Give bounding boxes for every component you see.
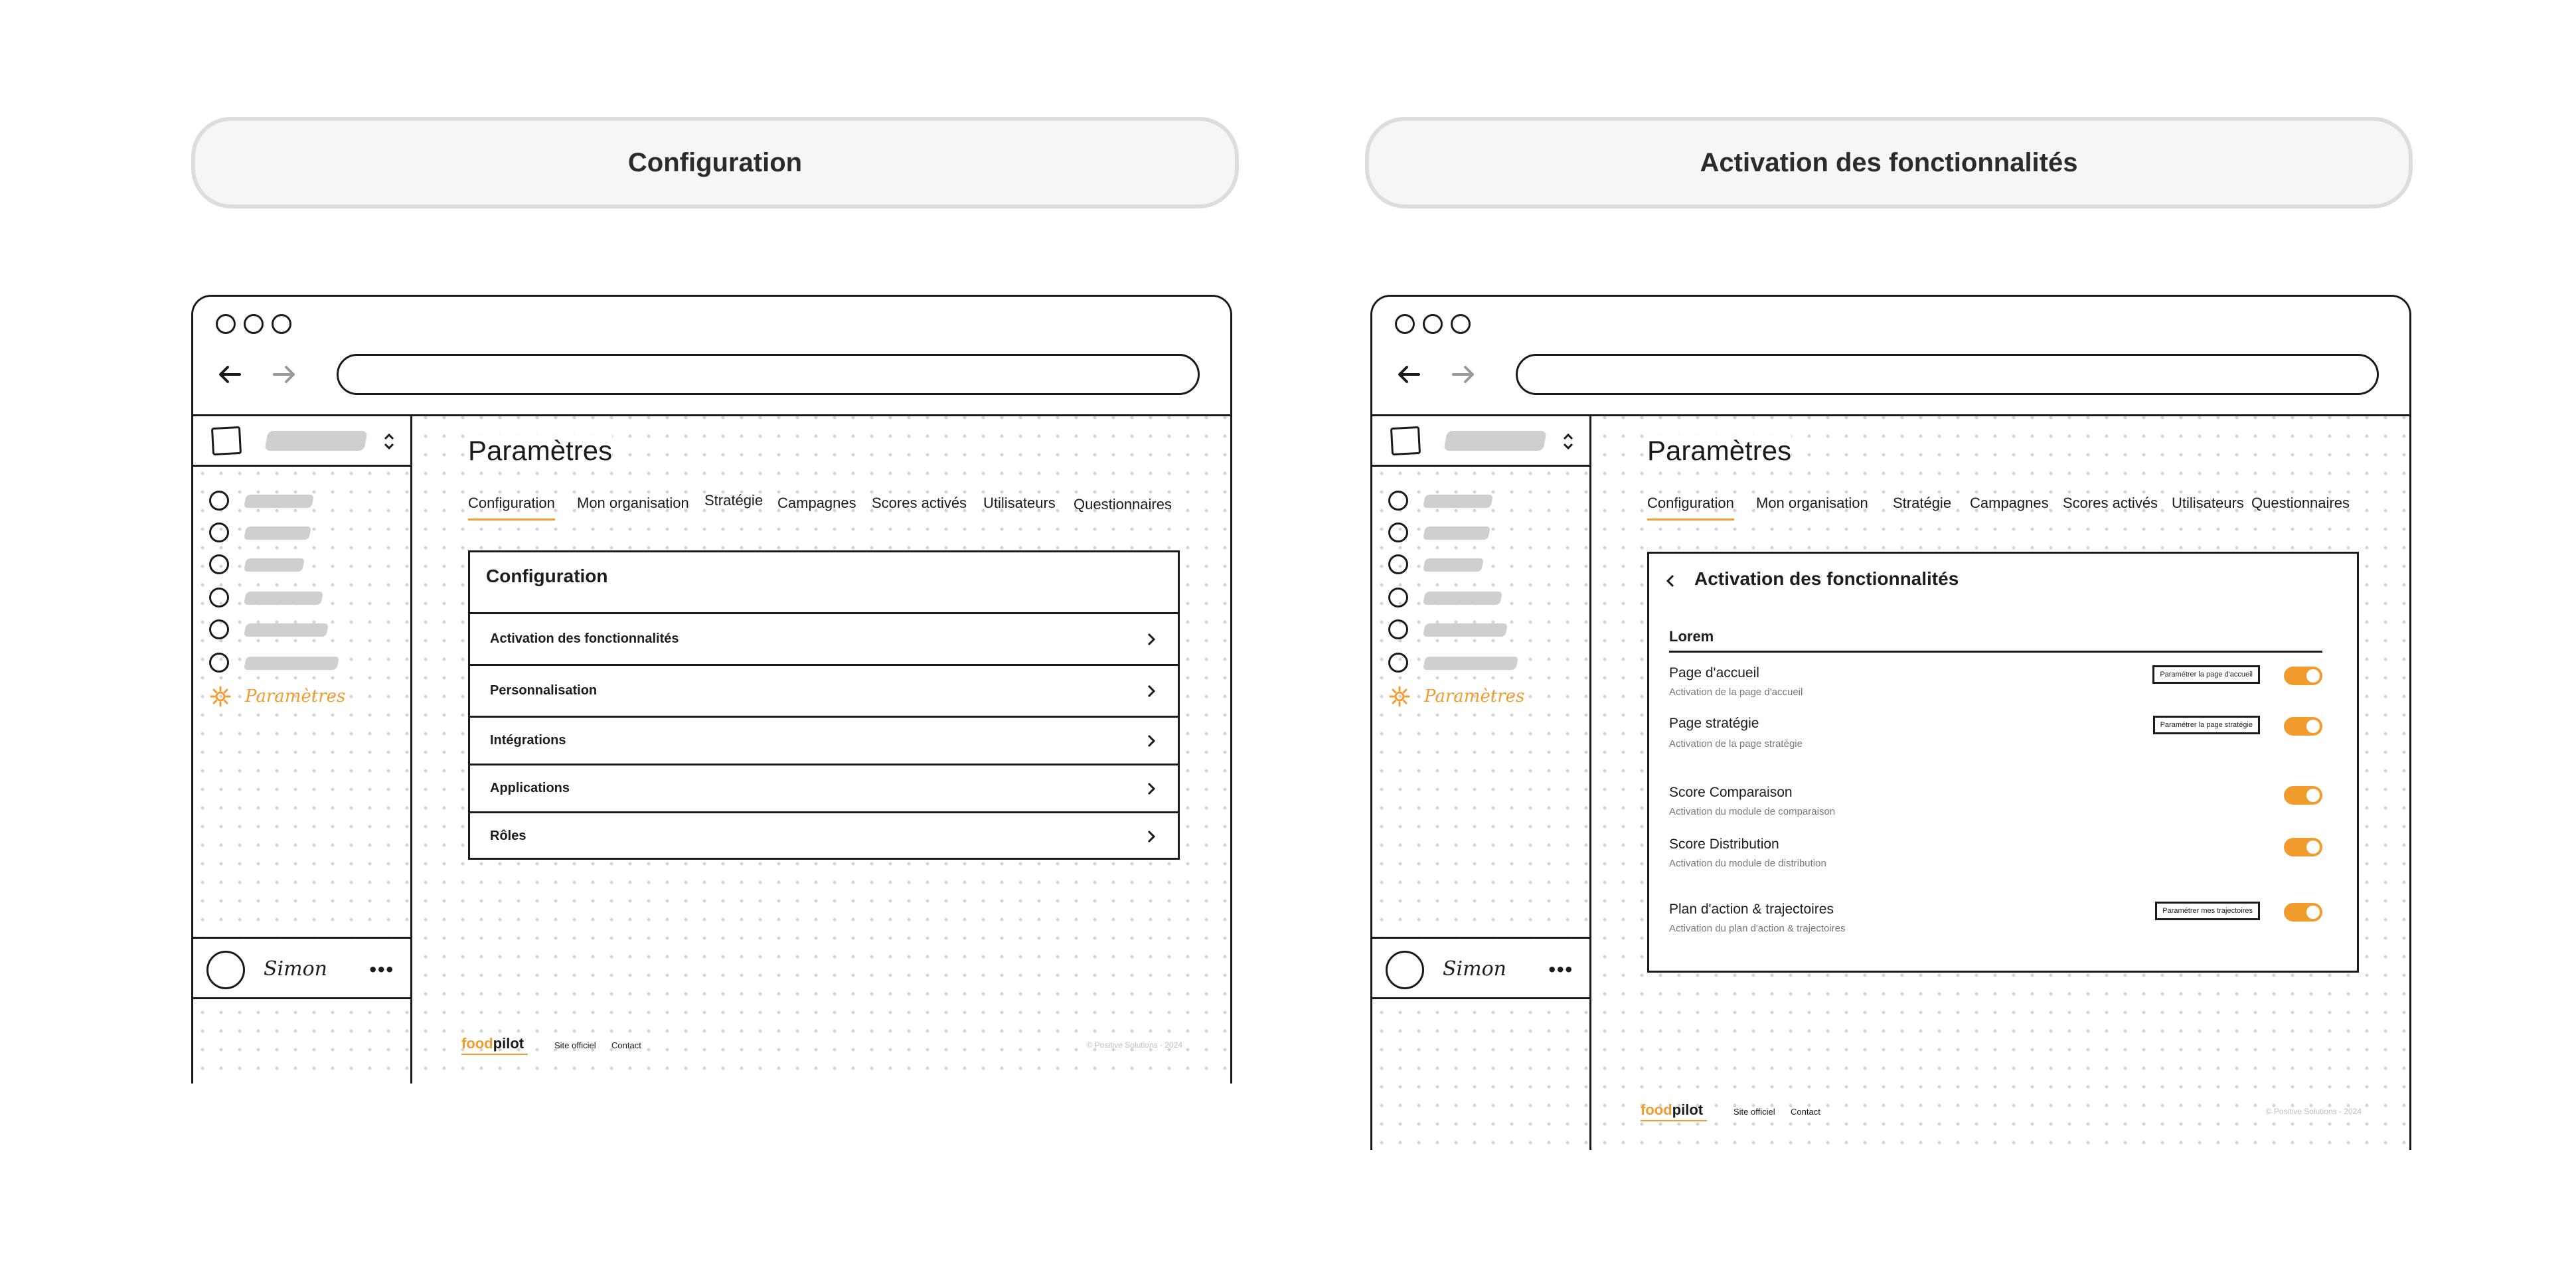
section-header-label: Activation des fonctionnalités (1700, 147, 2078, 177)
workspace-logo-icon (1390, 426, 1421, 455)
sidebar-item[interactable] (1388, 618, 1574, 641)
circle-icon (209, 554, 229, 574)
sidebar-item-placeholder (244, 657, 339, 670)
circle-icon (209, 491, 229, 511)
footer-link-site[interactable]: Site officiel (554, 1040, 596, 1050)
chevron-right-icon (1145, 683, 1158, 699)
window-maximize-dot[interactable] (1451, 314, 1471, 334)
tab-campagnes[interactable]: Campagnes (1970, 495, 2049, 511)
footer-link-site[interactable]: Site officiel (1733, 1107, 1775, 1117)
sidebar-item-placeholder (1423, 592, 1502, 605)
page-footer (461, 1035, 1182, 1062)
feature-row-score-distribution (1669, 837, 2322, 876)
circle-icon (1388, 523, 1408, 542)
user-name: Simon (264, 957, 327, 981)
section-header-configuration (191, 117, 1239, 208)
browser-chrome (1372, 297, 2409, 416)
config-row-roles[interactable] (470, 811, 1178, 859)
workspace-name-placeholder (1443, 431, 1546, 451)
tab-configuration[interactable]: Configuration (468, 495, 555, 521)
sidebar-item-placeholder (244, 558, 305, 572)
tab-scores-actives[interactable]: Scores activés (2063, 495, 2158, 511)
sidebar-item[interactable] (209, 586, 395, 609)
circle-icon (209, 588, 229, 607)
feature-row-strategie (1669, 716, 2322, 756)
config-row-personnalisation[interactable] (470, 664, 1178, 716)
feature-description: Activation de la page d'accueil (1669, 686, 1803, 698)
workspace-switcher[interactable] (193, 416, 410, 467)
circle-icon (1388, 588, 1408, 607)
feature-description: Activation du plan d'action & trajectoires (1669, 923, 1846, 934)
tab-utilisateurs[interactable]: Utilisateurs (2172, 495, 2244, 511)
browser-window-configuration (191, 295, 1232, 1084)
sidebar-item[interactable] (209, 521, 395, 544)
sidebar-item-label: Paramètres (245, 686, 346, 706)
feature-name: Plan d'action & trajectoires (1669, 902, 1834, 917)
address-bar[interactable] (1516, 354, 2379, 395)
sidebar-item[interactable] (209, 618, 395, 641)
feature-description: Activation du module de comparaison (1669, 806, 1836, 817)
feature-name: Page stratégie (1669, 716, 1759, 731)
configure-button[interactable]: Paramétrer la page stratégie (2153, 716, 2260, 734)
gear-icon (1388, 685, 1411, 708)
sidebar-item[interactable] (1388, 651, 1574, 674)
address-bar[interactable] (337, 354, 1200, 395)
sidebar-item-settings[interactable] (209, 683, 345, 710)
tab-mon-organisation[interactable]: Mon organisation (1756, 495, 1868, 511)
footer-link-contact[interactable]: Contact (1791, 1107, 1820, 1117)
sidebar (1372, 416, 1591, 1150)
circle-icon (209, 653, 229, 673)
chevron-right-icon (1145, 829, 1158, 845)
avatar (206, 951, 245, 989)
tab-strategie[interactable]: Stratégie (1893, 495, 1952, 511)
back-arrow-icon[interactable] (1395, 361, 1423, 388)
circle-icon (209, 523, 229, 542)
logo-underline (1641, 1120, 1707, 1123)
chevron-left-icon[interactable] (1664, 572, 1677, 590)
footer-copyright: © Positive Solutions - 2024 (2265, 1107, 2362, 1116)
row-label: Intégrations (490, 733, 566, 748)
page-title: Paramètres (468, 435, 613, 466)
feature-toggle[interactable] (2284, 717, 2322, 736)
circle-icon (1388, 554, 1408, 574)
card-title: Activation des fonctionnalités (1694, 568, 1959, 589)
window-close-dot[interactable] (216, 314, 236, 334)
sidebar-item-placeholder (1423, 657, 1518, 670)
sidebar-item-placeholder (1423, 558, 1484, 572)
window-minimize-dot[interactable] (1423, 314, 1443, 334)
chevron-right-icon (1145, 631, 1158, 647)
sidebar-item-label: Paramètres (1424, 686, 1525, 706)
chevron-updown-icon[interactable] (382, 431, 396, 452)
tab-strategie[interactable]: Stratégie (704, 492, 764, 509)
tab-questionnaires[interactable]: Questionnaires (1074, 496, 1172, 513)
feature-row-accueil (1669, 665, 2322, 705)
feature-name: Page d'accueil (1669, 665, 1759, 681)
user-profile[interactable] (193, 937, 410, 999)
window-minimize-dot[interactable] (244, 314, 264, 334)
configuration-card (468, 550, 1180, 860)
sidebar-item[interactable] (209, 489, 395, 512)
tab-questionnaires[interactable]: Questionnaires (2251, 495, 2350, 511)
workspace-switcher[interactable] (1372, 416, 1589, 467)
feature-name: Score Comparaison (1669, 785, 1793, 800)
row-label: Rôles (490, 829, 526, 843)
browser-window-activation (1370, 295, 2411, 1150)
sidebar-item-settings[interactable] (1388, 683, 1524, 710)
workspace-logo-icon (211, 426, 242, 455)
config-row-integrations[interactable] (470, 716, 1178, 764)
footer-link-contact[interactable]: Contact (611, 1040, 641, 1050)
window-maximize-dot[interactable] (272, 314, 291, 334)
sidebar-item-placeholder (1423, 526, 1490, 540)
configure-button[interactable]: Paramétrer la page d'accueil (2152, 665, 2260, 684)
feature-toggle[interactable] (2284, 903, 2322, 922)
feature-toggle[interactable] (2284, 667, 2322, 685)
browser-chrome (193, 297, 1230, 416)
feature-name: Score Distribution (1669, 837, 1779, 852)
sidebar-item[interactable] (1388, 489, 1574, 512)
circle-icon (1388, 491, 1408, 511)
forward-arrow-icon[interactable] (270, 361, 298, 388)
sidebar-item-placeholder (244, 623, 329, 637)
config-row-activation[interactable] (470, 612, 1178, 664)
workspace-name-placeholder (264, 431, 367, 451)
sidebar-item[interactable] (1388, 553, 1574, 576)
chevron-right-icon (1145, 781, 1158, 797)
section-header-label: Configuration (627, 147, 803, 177)
feature-toggle[interactable] (2284, 838, 2322, 856)
avatar (1386, 951, 1424, 989)
tab-campagnes[interactable]: Campagnes (777, 495, 856, 511)
configure-button[interactable]: Paramétrer mes trajectoires (2155, 902, 2260, 920)
tab-utilisateurs[interactable]: Utilisateurs (983, 495, 1056, 511)
tab-scores-actives[interactable]: Scores activés (872, 495, 967, 511)
row-label: Applications (490, 781, 570, 795)
sidebar-item[interactable] (1388, 521, 1574, 544)
chevron-updown-icon[interactable] (1562, 431, 1575, 452)
tab-mon-organisation[interactable]: Mon organisation (577, 495, 689, 511)
feature-toggle[interactable] (2284, 786, 2322, 805)
more-options-icon[interactable]: ••• (1548, 959, 1573, 981)
back-arrow-icon[interactable] (216, 361, 244, 388)
sidebar-item[interactable] (1388, 586, 1574, 609)
section-label: Lorem (1669, 628, 1714, 645)
forward-arrow-icon[interactable] (1449, 361, 1477, 388)
row-label: Activation des fonctionnalités (490, 631, 679, 646)
circle-icon (209, 619, 229, 639)
circle-icon (1388, 619, 1408, 639)
logo-underline (461, 1054, 528, 1056)
features-card (1647, 552, 2359, 973)
sidebar (193, 416, 412, 1084)
gear-icon (209, 685, 232, 708)
sidebar-item-placeholder (1423, 623, 1508, 637)
sidebar-item-placeholder (244, 495, 314, 508)
user-profile[interactable] (1372, 937, 1589, 999)
sidebar-item[interactable] (209, 651, 395, 674)
feature-description: Activation du module de distribution (1669, 858, 1826, 869)
section-header-activation (1365, 117, 2413, 208)
page-footer (1641, 1101, 2362, 1128)
section-divider (1669, 651, 2322, 653)
footer-copyright: © Positive Solutions - 2024 (1086, 1040, 1182, 1050)
sidebar-item-placeholder (1423, 495, 1493, 508)
config-row-applications[interactable] (470, 764, 1178, 811)
row-label: Personnalisation (490, 683, 598, 698)
feature-description: Activation de la page stratégie (1669, 738, 1803, 750)
foodpilot-logo: foodpilot (1641, 1101, 1704, 1118)
card-title: Configuration (486, 566, 608, 586)
sidebar-item-placeholder (244, 526, 311, 540)
circle-icon (1388, 653, 1408, 673)
chevron-right-icon (1145, 733, 1158, 749)
more-options-icon[interactable]: ••• (369, 959, 394, 981)
feature-row-score-comparaison (1669, 785, 2322, 825)
tab-configuration[interactable]: Configuration (1647, 495, 1734, 521)
foodpilot-logo: foodpilot (461, 1035, 524, 1052)
window-close-dot[interactable] (1395, 314, 1415, 334)
page-title: Paramètres (1647, 435, 1792, 466)
sidebar-item[interactable] (209, 553, 395, 576)
sidebar-item-placeholder (244, 592, 323, 605)
user-name: Simon (1443, 957, 1506, 981)
feature-row-plan-action (1669, 902, 2322, 941)
